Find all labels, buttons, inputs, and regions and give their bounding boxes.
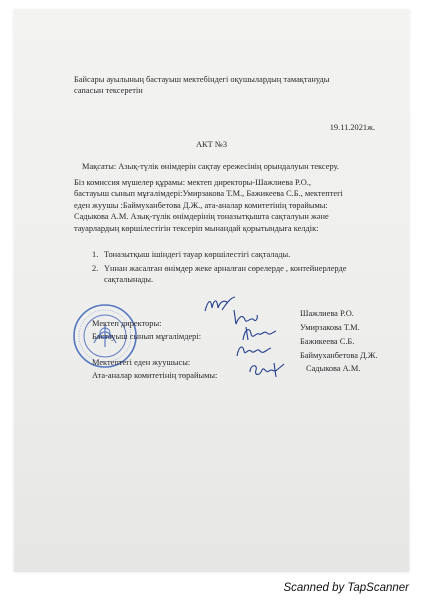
teacher-signature-2-icon — [240, 324, 278, 344]
list-item-text: Үннан жасалған өнімдер жеке арналған сөрелерде , контейнерлерде — [104, 264, 347, 273]
signature-role: Бастауыш сынып мұғалімдері: — [92, 332, 202, 341]
signature-role: Мектептегі еден жуушысы: — [92, 358, 191, 367]
heading-line: Байсары ауылының бастауыш мектебіндегі оқушылардың тамақтануды — [74, 75, 330, 84]
purpose-line: Мақсаты: Азық-түлік өнімдерін сақтау ережесінің орындалуын тексеру. — [82, 162, 339, 171]
body-line: Біз комиссия мүшелер құрамы: мектеп директоры-Шажлиева Р.О., — [74, 178, 311, 187]
signatory-name: Бажикеева С.Б. — [300, 337, 355, 346]
document-date: 19.11.2021ж. — [329, 123, 375, 132]
list-item-number: 2. — [92, 264, 99, 273]
committee-signature-icon — [246, 360, 286, 380]
signatory-name: Шажлиева Р.О. — [300, 309, 354, 318]
body-line: Садыкова А.М. Азық-түлік өнімдерінің тоназытқышта сақталуын және — [74, 212, 329, 221]
signatory-name: Баймуханбетова Д.Ж. — [300, 351, 378, 360]
list-item-number: 1. — [92, 250, 99, 259]
findings-list — [92, 249, 346, 285]
document-page — [14, 10, 409, 572]
heading-line: сапасын тексеретін — [74, 86, 143, 95]
body-line: еден жуушы :Баймуханбетова Д.Ж., ата-аналар комитетінің төрайымы: — [74, 201, 328, 210]
cleaner-signature-icon — [234, 342, 274, 360]
signature-role: Ата-аналар комитетінің төрайымы: — [92, 371, 218, 380]
document-title: АКТ №3 — [195, 140, 228, 149]
body-line: тауарлардың көршілестігін тексеріп мынандай қорытындыға келдік: — [74, 224, 319, 233]
body-line: бастауыш сынып мұғалімдері:Умирзакова Т.М., Бажикеева С.Б., мектептегі — [74, 189, 343, 198]
list-item — [92, 249, 346, 260]
signature-role: Мектеп директоры: — [92, 319, 162, 328]
list-item — [92, 263, 346, 285]
list-item-text: сақталынады. — [104, 275, 154, 284]
document-heading — [74, 74, 329, 96]
list-item-text: Тоназытқыш ішіндегі тауар көршілестігі сақталады. — [104, 250, 291, 259]
signatory-name: Умирзакова Т.М. — [300, 323, 360, 332]
signatory-name: Садыкова А.М. — [306, 364, 361, 373]
scanner-footer: Scanned by TapScanner — [283, 582, 409, 594]
